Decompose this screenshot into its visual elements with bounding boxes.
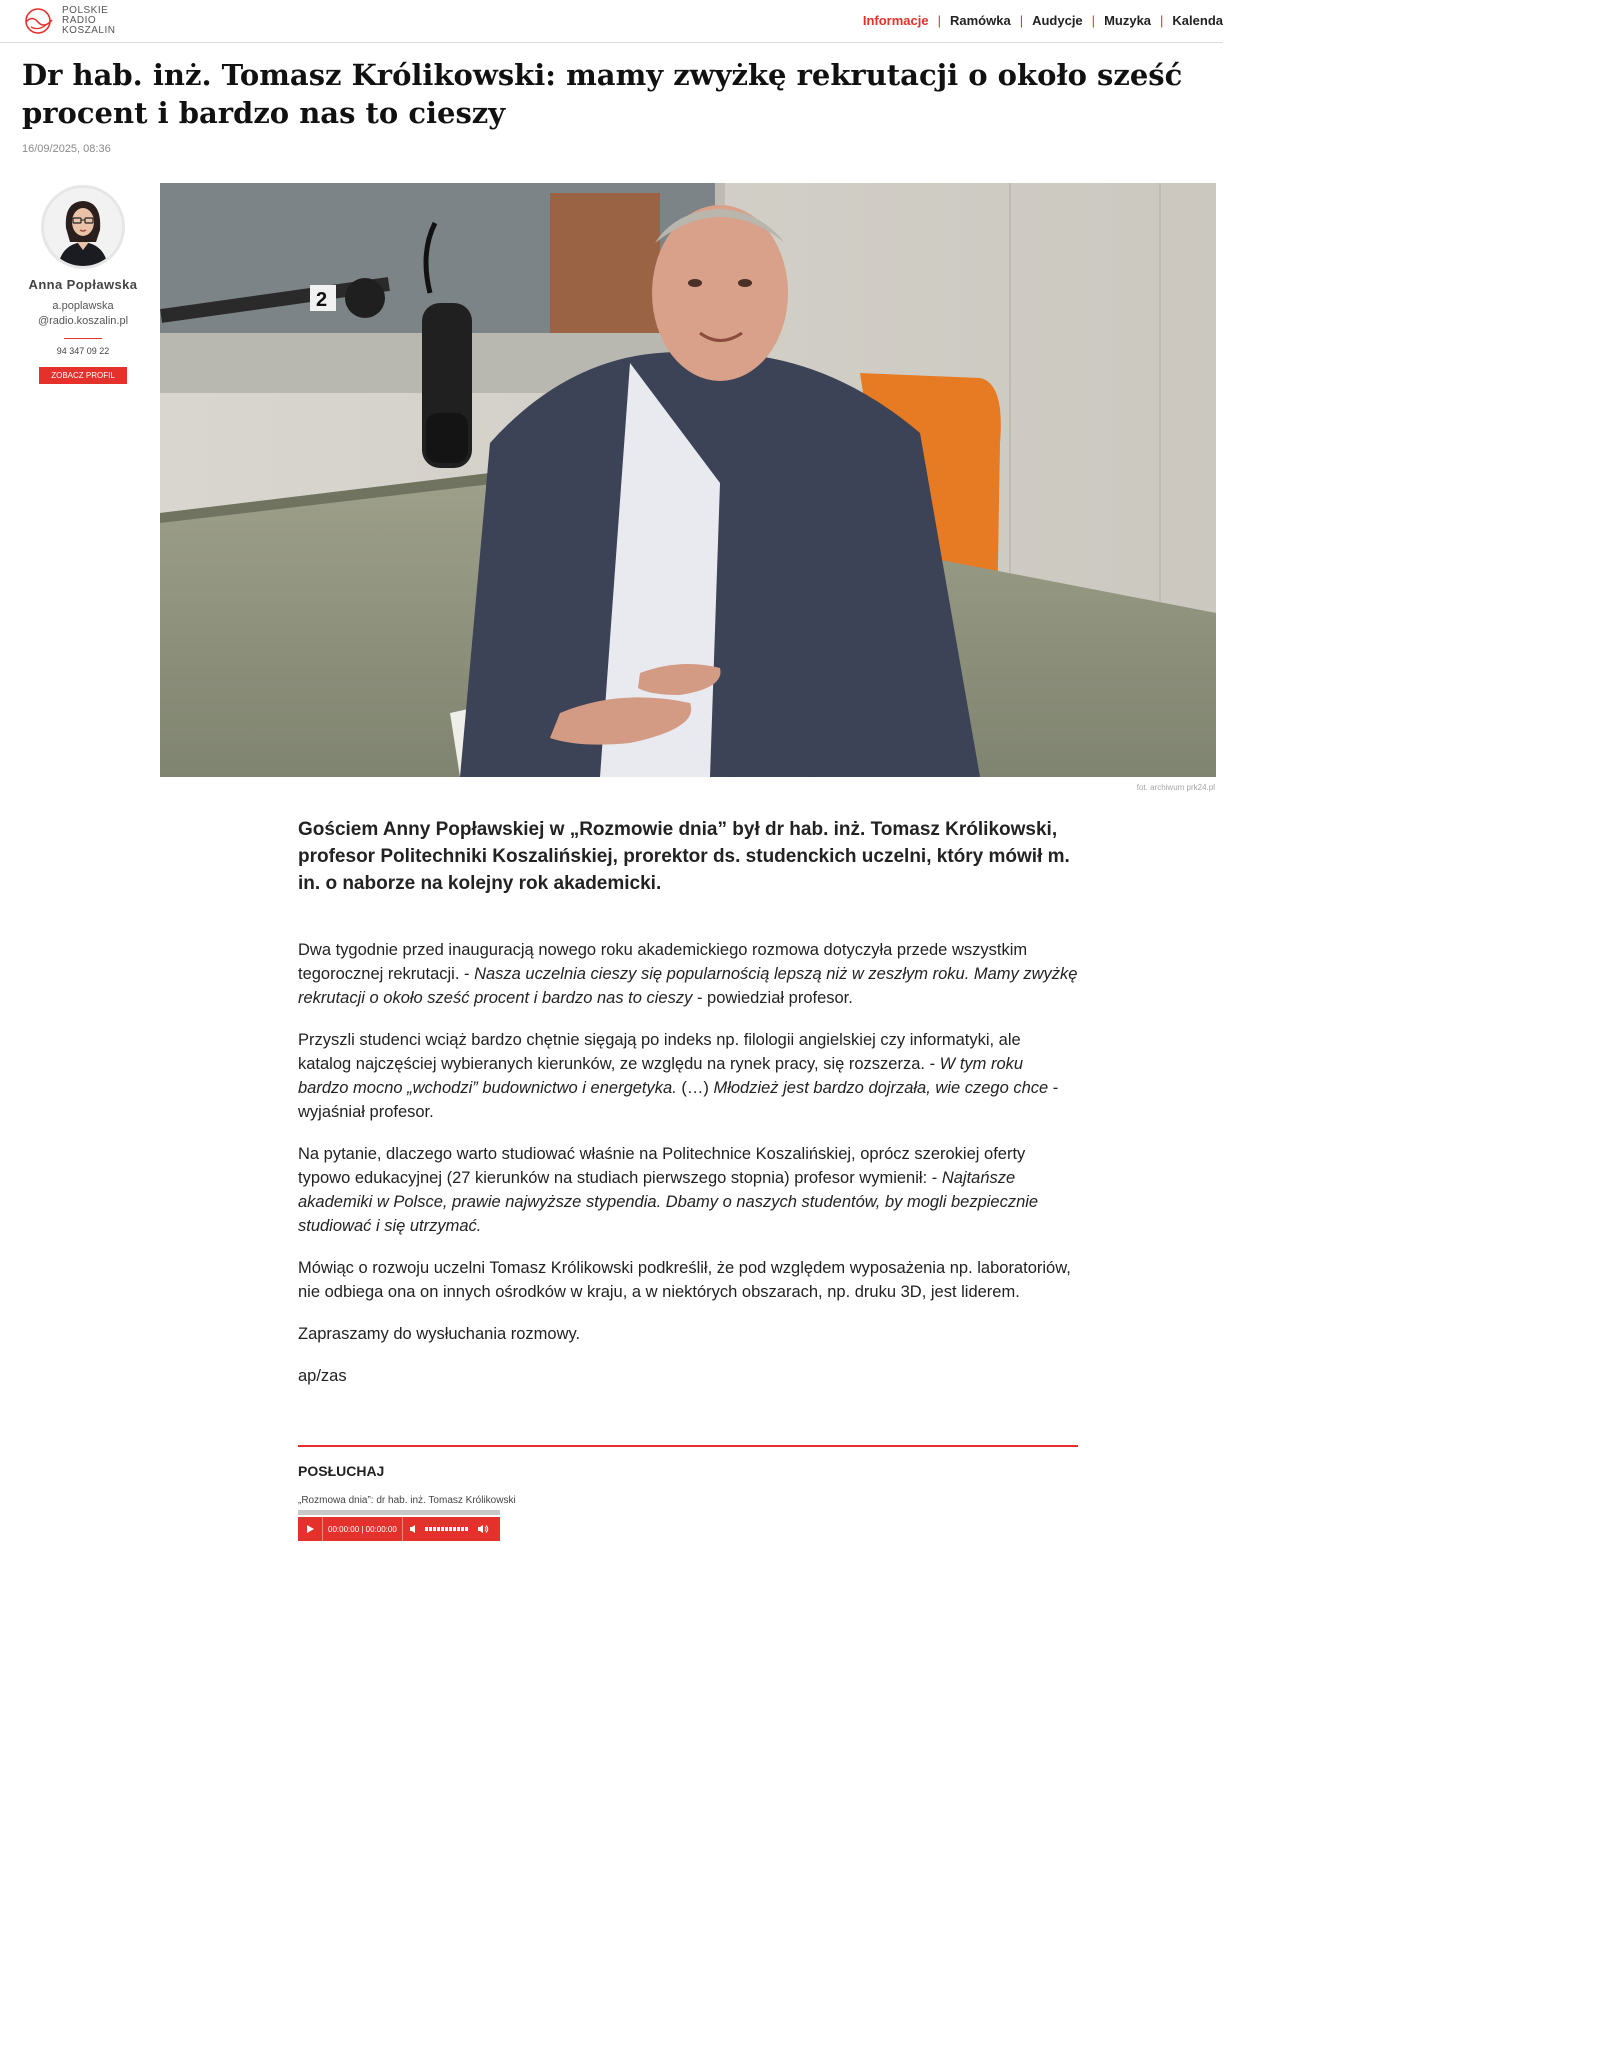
svg-text:2: 2: [316, 289, 328, 311]
paragraph-text: ap/zas: [298, 1367, 347, 1385]
article-signature: [298, 1364, 1078, 1388]
article-paragraph: [298, 1256, 1078, 1304]
photo-credit: fot. archiwum prk24.pl: [1136, 783, 1215, 792]
article-paragraph: [298, 1322, 1078, 1346]
radio-wave-logo-icon: [22, 6, 56, 36]
logo-line: KOSZALIN: [62, 25, 116, 36]
nav-item-kalendarz[interactable]: Kalenda: [1172, 13, 1223, 28]
article-title: Dr hab. inż. Tomasz Królikowski: mamy zwyżkę rekrutacji o około sześć procent i bardzo nas to cieszy: [22, 58, 1183, 130]
listen-section: [298, 1445, 1078, 1541]
article-paragraph: [298, 1028, 1078, 1124]
play-button[interactable]: [298, 1517, 323, 1541]
paragraph-text: Mówiąc o rozwoju uczelni Tomasz Królikowski podkreślił, że pod względem wyposażenia np. laboratoriów, nie odbiega ona on innych ośrodków w kraju, a w niektórych obszarach, np. druku 3D, jest liderem.: [298, 1259, 1071, 1301]
nav-item-muzyka[interactable]: Muzyka: [1104, 13, 1152, 28]
view-profile-button[interactable]: ZOBACZ PROFIL: [39, 367, 127, 384]
author-name[interactable]: Anna Popławska: [28, 277, 138, 292]
logo-line: POLSKIE: [62, 5, 109, 16]
author-photo: [44, 188, 122, 266]
audio-player: [298, 1517, 500, 1541]
article-paragraph: [298, 938, 1078, 1010]
play-icon: [305, 1524, 315, 1534]
volume-icon[interactable]: [477, 1524, 489, 1534]
author-avatar[interactable]: [44, 188, 122, 266]
nav-item-ramowka[interactable]: Ramówka: [950, 13, 1011, 28]
paragraph-quote: Młodzież jest bardzo dojrzała, wie czego chce: [713, 1079, 1049, 1097]
nav-separator: |: [1019, 13, 1024, 28]
author-email-line: @radio.koszalin.pl: [37, 315, 129, 327]
paragraph-text: - powiedział profesor.: [692, 989, 853, 1007]
paragraph-text: Na pytanie, dlaczego warto studiować właśnie na Politechnice Koszalińskiej, oprócz szerokiej oferty typowo edukacyjnej (27 kierunków na studiach pierwszego stopnia) profesor wymienił: -: [298, 1145, 1026, 1187]
article-photo: [160, 183, 1216, 777]
volume-slider[interactable]: [425, 1527, 469, 1531]
listen-heading: POSŁUCHAJ: [298, 1463, 385, 1479]
audio-progress-bar[interactable]: [298, 1510, 500, 1515]
volume-control[interactable]: [403, 1524, 495, 1534]
article-paragraph: [298, 1142, 1078, 1238]
author-email[interactable]: [12, 299, 154, 329]
paragraph-text: (…): [676, 1079, 714, 1097]
author-divider: [64, 338, 102, 339]
paragraph-text: Przyszli studenci wciąż bardzo chętnie sięgają po indeks np. filologii angielskiej czy informatyki, ale katalog najczęściej wybieranych kierunków, ze względu na rynek pracy, się rozszerza. -: [298, 1031, 1021, 1073]
paragraph-quote: W tym roku bardzo mocno „wchodzi” budownictwo i energetyka.: [298, 1055, 1024, 1097]
site-logo[interactable]: [22, 5, 115, 37]
author-phone: 94 347 09 22: [56, 346, 110, 356]
logo-line: RADIO: [62, 15, 97, 26]
author-card: [12, 188, 154, 384]
nav-separator: |: [937, 13, 941, 28]
audio-time: 00:00:00 | 00:00:00: [323, 1517, 403, 1541]
paragraph-text: Dwa tygodnie przed inauguracją nowego roku akademickiego rozmowa dotyczyła przede wszystkim tegorocznej rekrutacji. -: [298, 941, 1028, 983]
article-date: 16/09/2025, 08:36: [22, 143, 111, 155]
nav-separator: |: [1091, 13, 1096, 28]
logo-text: [62, 6, 115, 36]
article-body: [298, 938, 1078, 1406]
nav-item-informacje[interactable]: Informacje: [862, 13, 929, 28]
audio-track-title: „Rozmowa dnia”: dr hab. inż. Tomasz Królikowski: [298, 1495, 516, 1506]
paragraph-text: - wyjaśniał profesor.: [298, 1079, 1059, 1121]
paragraph-text: Zapraszamy do wysłuchania rozmowy.: [298, 1325, 581, 1343]
volume-mute-icon[interactable]: [409, 1524, 419, 1534]
paragraph-quote: Nasza uczelnia cieszy się popularnością lepszą niż w zeszłym roku. Mamy zwyżkę rekrutacji o około sześć procent i bardzo nas to cieszy: [298, 965, 1078, 1007]
author-email-line: a.poplawska: [52, 300, 114, 312]
main-nav: [854, 13, 1223, 28]
nav-separator: |: [1160, 13, 1164, 28]
site-header: [0, 0, 1223, 43]
paragraph-quote: Najtańsze akademiki w Polsce, prawie najwyższe stypendia. Dbamy o naszych studentów, by mogli bezpiecznie studiować i się utrzymać.: [298, 1169, 1039, 1235]
nav-item-audycje[interactable]: Audycje: [1032, 13, 1083, 28]
article-lead: Gościem Anny Popławskiej w „Rozmowie dnia” był dr hab. inż. Tomasz Królikowski, profesor Politechniki Koszalińskiej, prorektor ds. studenckich uczelni, który mówił m. in. o naborze na kolejny rok akademicki.: [298, 819, 1070, 894]
